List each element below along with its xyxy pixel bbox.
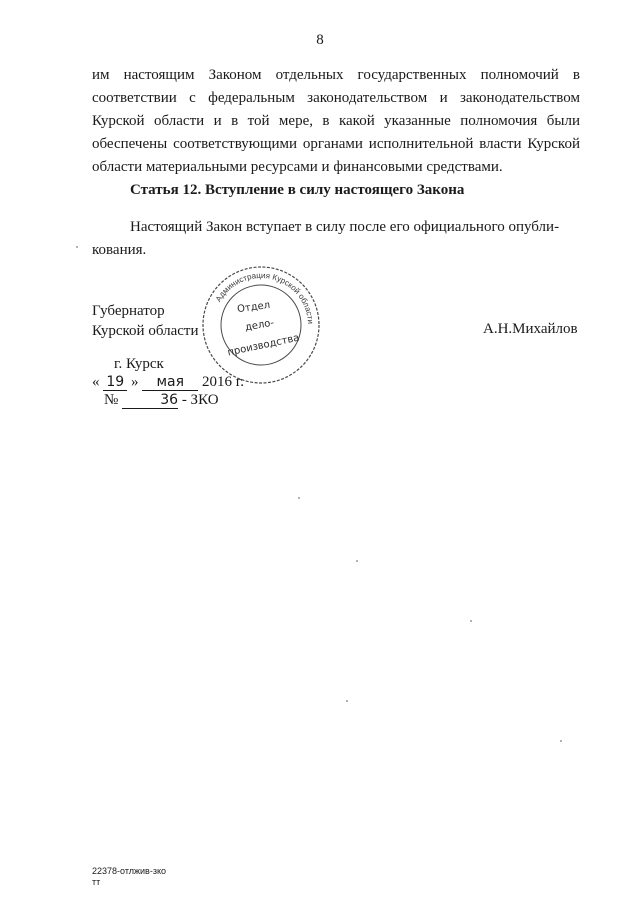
date-day: 19	[103, 374, 127, 391]
number-sign: №	[104, 392, 119, 408]
scan-speck	[76, 246, 78, 248]
body-paragraph: им настоящим Законом отдельных государственных полномочий в соответствии с федеральным законодательством и законодательством Курской области и в той мере, в какой указанные полномочия были обеспечены соответствующими органами исполнительной власти Курской области материальными ресурсами и финансовыми средствами.	[92, 67, 580, 175]
page-number: 8	[316, 32, 324, 48]
law-number	[104, 392, 219, 409]
number-suffix: - ЗКО	[181, 392, 219, 408]
place-city: г. Курск	[114, 356, 164, 372]
signatory-title-line-1: Губернатор	[92, 303, 165, 319]
stamp-center-line-1: Отдел	[236, 299, 271, 316]
footer-code-line-1: 22378-отлжив-зко	[92, 866, 167, 876]
signatory-title	[92, 301, 198, 341]
date-month: мая	[142, 374, 198, 391]
date-close-quote: »	[131, 374, 139, 390]
scan-speck	[470, 620, 472, 622]
signatory-name: А.Н.Михайлов	[483, 321, 578, 337]
scan-speck	[356, 560, 358, 562]
signing-date	[92, 374, 244, 391]
footer-code-line-2: тт	[92, 877, 101, 887]
scan-speck	[346, 700, 348, 702]
article-text-line-2: кования.	[92, 242, 147, 258]
signatory-title-line-2: Курской области	[92, 323, 199, 339]
article-text	[92, 216, 580, 262]
scan-speck	[298, 497, 300, 499]
stamp-center-line-3: производства	[226, 332, 301, 359]
article-heading: Статья 12. Вступление в силу настоящего Закона	[130, 182, 465, 198]
department-stamp	[196, 260, 326, 390]
stamp-center-line-2: дело-	[244, 317, 275, 334]
date-year: 2016 г.	[202, 374, 244, 390]
footer-code	[92, 866, 166, 888]
article-text-line-1: Настоящий Закон вступает в силу после его официального опубли-	[130, 219, 560, 235]
stamp-outer-text: Администрация Курской области	[213, 270, 316, 325]
date-open-quote: «	[92, 374, 100, 390]
scan-speck	[560, 740, 562, 742]
number-value: 36	[122, 392, 178, 409]
